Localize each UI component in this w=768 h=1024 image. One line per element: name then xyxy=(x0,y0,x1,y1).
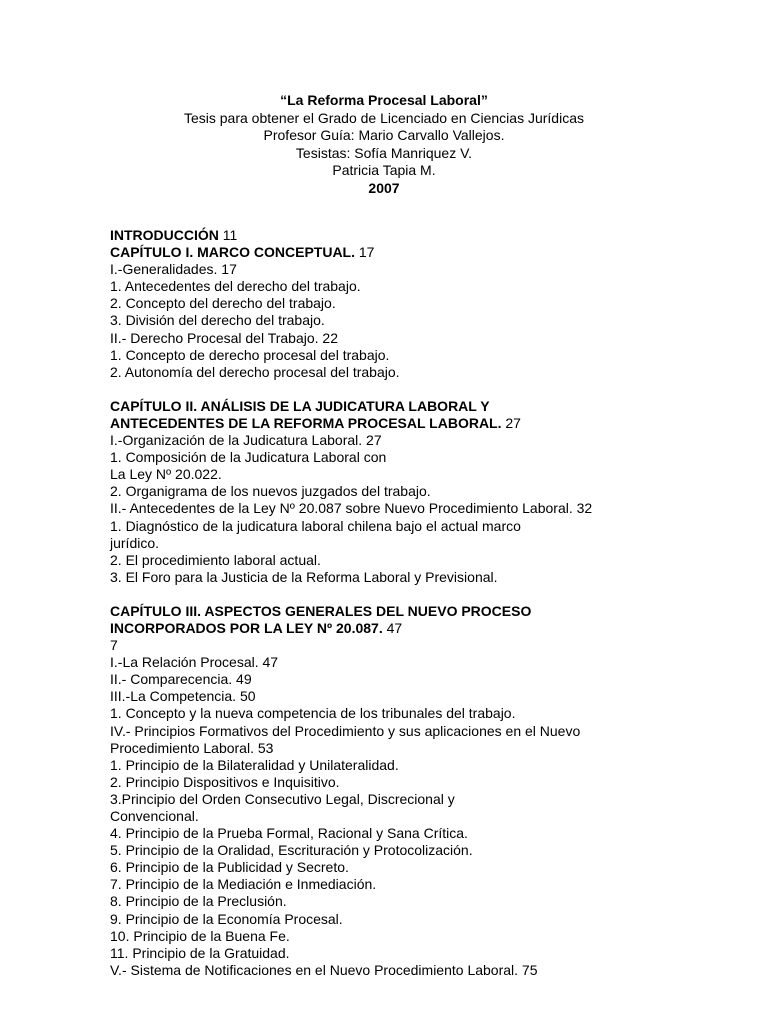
toc-page-number: 17 xyxy=(355,244,375,261)
toc-entry: II.- Derecho Procesal del Trabajo. 22 xyxy=(110,329,339,346)
toc-entry: I.-La Relación Procesal. 47 xyxy=(110,654,279,671)
toc-heading-text: ANTECEDENTES DE LA REFORMA PROCESAL LABORAL. xyxy=(110,414,502,431)
toc-entry: Convencional. xyxy=(110,808,199,824)
year-line: 2007 xyxy=(368,179,400,196)
toc-entry: 9. Principio de la Economía Procesal. xyxy=(110,910,343,927)
toc-heading-text: CAPÍTULO II. ANÁLISIS DE LA JUDICATURA LABORAL Y xyxy=(110,397,490,414)
toc-chapter-heading xyxy=(110,415,670,432)
toc-heading-text: CAPÍTULO I. MARCO CONCEPTUAL. xyxy=(110,244,355,261)
toc-entry: 2. Principio Dispositivos e Inquisitivo. xyxy=(110,773,340,790)
toc-entry: 4. Principio de la Prueba Formal, Racional y Sana Crítica. xyxy=(110,825,468,842)
toc-entry: 7 xyxy=(110,637,118,654)
toc-entry: II.- Comparecencia. 49 xyxy=(110,671,252,688)
toc-entry: 2. El procedimiento laboral actual. xyxy=(110,551,321,568)
toc-page-number: 47 xyxy=(382,619,403,636)
toc-heading-text: INCORPORADOS POR LA LEY Nº 20.087. xyxy=(110,619,383,636)
toc-entry: 6. Principio de la Publicidad y Secreto. xyxy=(110,859,349,876)
toc-entry: II.- Antecedentes de la Ley Nº 20.087 sobre Nuevo Procedimiento Laboral. 32 xyxy=(110,500,593,517)
toc-entry: 8. Principio de la Preclusión. xyxy=(110,893,287,910)
toc-entry: IV.- Principios Formativos del Procedimiento y sus aplicaciones en el Nuevo xyxy=(110,722,581,739)
authors-line: Tesistas: Sofía Manriquez V. xyxy=(295,144,473,161)
toc-entry: 10. Principio de la Buena Fe. xyxy=(110,927,290,944)
toc-chapter-heading xyxy=(110,398,670,415)
toc-entry: III.-La Competencia. 50 xyxy=(110,688,256,705)
toc-entry: 1. Concepto y la nueva competencia de los tribunales del trabajo. xyxy=(110,705,516,722)
toc-entry: I.-Organización de la Judicatura Laboral. 27 xyxy=(110,432,382,449)
toc-entry: 2. Autonomía del derecho procesal del trabajo. xyxy=(110,363,400,380)
document-title: “La Reforma Procesal Laboral” xyxy=(280,92,488,108)
toc-entry: 1. Principio de la Bilateralidad y Unilateralidad. xyxy=(110,756,399,773)
toc-entry: 1. Concepto de derecho procesal del trabajo. xyxy=(110,346,390,363)
toc-entry: 1. Composición de la Judicatura Laboral con xyxy=(110,449,387,466)
toc-page-number: 27 xyxy=(501,414,521,431)
toc-entry: La Ley Nº 20.022. xyxy=(110,466,222,483)
toc-entry: 3. División del derecho del trabajo. xyxy=(110,312,325,329)
toc-chapter-heading xyxy=(110,620,670,637)
toc-entry: 11. Principio de la Gratuidad. xyxy=(110,944,290,961)
table-of-contents xyxy=(110,227,670,979)
toc-spacer xyxy=(110,381,670,398)
toc-entry: 1. Antecedentes del derecho del trabajo. xyxy=(110,278,361,295)
advisor-line: Profesor Guía: Mario Carvallo Vallejos. xyxy=(263,127,505,143)
toc-entry: 3.Principio del Orden Consecutivo Legal, Discrecional y xyxy=(110,790,455,807)
document-subtitle: Tesis para obtener el Grado de Licenciado en Ciencias Jurídicas xyxy=(183,109,584,126)
toc-entry: 7. Principio de la Mediación e Inmediación. xyxy=(110,876,377,893)
toc-entry: V.- Sistema de Notificaciones en el Nuevo Procedimiento Laboral. 75 xyxy=(110,961,538,978)
toc-entry: 3. El Foro para la Justicia de la Reforma Laboral y Previsional. xyxy=(110,568,498,585)
toc-entry: jurídico. xyxy=(110,534,160,551)
toc-heading-text: INTRODUCCIÓN xyxy=(110,227,219,243)
second-author-line: Patricia Tapia M. xyxy=(332,162,436,178)
toc-entry: Procedimiento Laboral. 53 xyxy=(110,739,274,756)
toc-page-number: 11 xyxy=(218,227,238,243)
toc-entry: I.-Generalidades. 17 xyxy=(110,261,237,278)
toc-spacer xyxy=(110,586,670,603)
toc-entry: 2. Organigrama de los nuevos juzgados del trabajo. xyxy=(110,483,431,500)
toc-heading-text: CAPÍTULO III. ASPECTOS GENERALES DEL NUEVO PROCESO xyxy=(110,602,532,619)
title-block xyxy=(0,92,768,197)
toc-chapter-heading xyxy=(110,603,670,620)
toc-entry: 1. Diagnóstico de la judicatura laboral chilena bajo el actual marco xyxy=(110,517,521,534)
toc-chapter-heading xyxy=(110,227,670,244)
toc-entry: 5. Principio de la Oralidad, Escrituración y Protocolización. xyxy=(110,842,473,859)
toc-entry: 2. Concepto del derecho del trabajo. xyxy=(110,295,336,312)
toc-chapter-heading xyxy=(110,244,670,261)
